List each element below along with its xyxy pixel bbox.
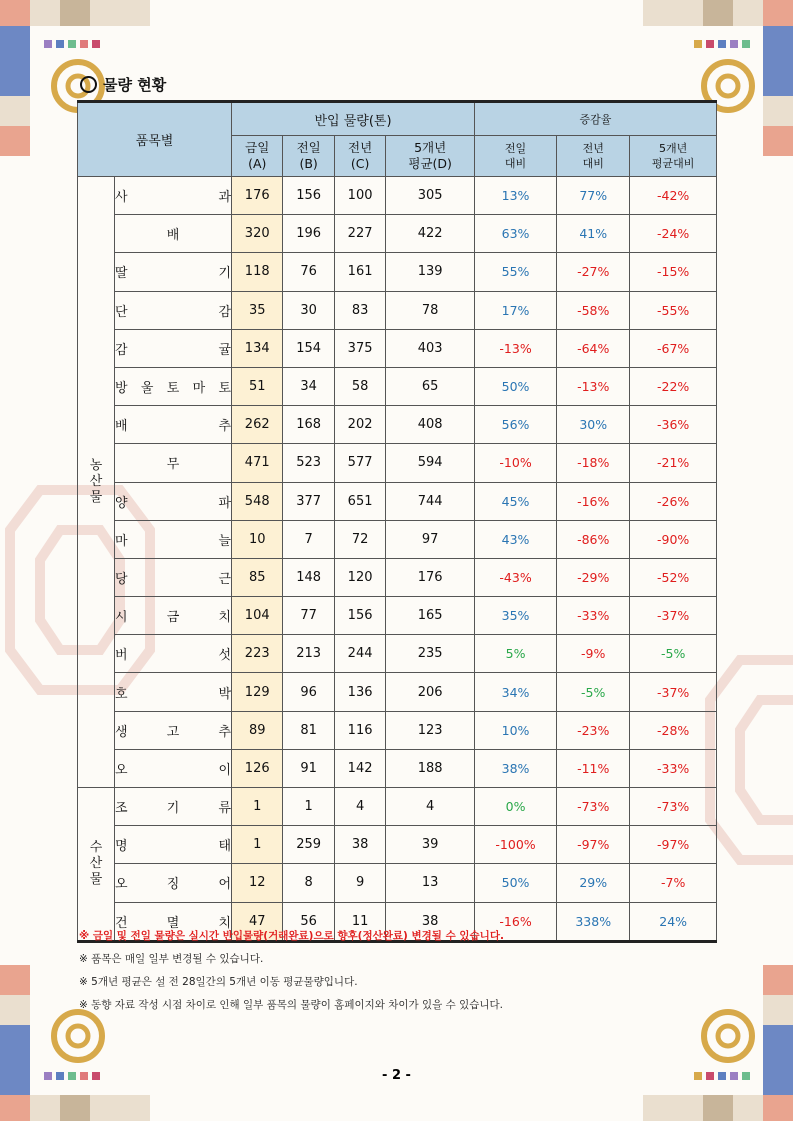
table-row: [78, 520, 717, 558]
cell-rate: -37%: [630, 597, 717, 635]
item-name-text: [115, 683, 231, 702]
cell-d: 206: [386, 673, 475, 711]
left-top-border: [0, 26, 30, 156]
cell-c: 651: [334, 482, 385, 520]
item-name: [115, 406, 232, 444]
cell-d: 78: [386, 291, 475, 329]
item-name-char: 기: [166, 801, 180, 817]
item-name-char: 울: [140, 381, 154, 397]
cell-c: 116: [334, 711, 385, 749]
cell-rate: -23%: [557, 711, 630, 749]
cell-rate: 63%: [474, 215, 556, 253]
item-name-char: 호: [115, 686, 128, 702]
item-name-text: 무: [166, 457, 180, 473]
cell-rate: -26%: [630, 482, 717, 520]
header-sub-col: [386, 136, 475, 177]
item-name-text: [115, 530, 231, 549]
item-name: [115, 711, 232, 749]
item-name: [115, 291, 232, 329]
header-rate-group: 증감율: [474, 102, 716, 136]
cell-rate: -29%: [557, 558, 630, 596]
item-name-char: 생: [115, 724, 128, 740]
cell-rate: 41%: [557, 215, 630, 253]
cell-c: 9: [334, 864, 385, 902]
cell-rate: -73%: [630, 788, 717, 826]
item-name-char: 배: [115, 419, 128, 435]
cell-a: 320: [232, 215, 283, 253]
item-name-char: 조: [115, 801, 128, 817]
cell-c: 136: [334, 673, 385, 711]
cell-rate: -43%: [474, 558, 556, 596]
cell-b: 196: [283, 215, 334, 253]
cell-c: 120: [334, 558, 385, 596]
item-name-char: 어: [218, 877, 231, 893]
header-sub-line2: (B): [299, 156, 318, 171]
item-name-char: 명: [115, 839, 128, 855]
item-name-char: 시: [115, 610, 128, 626]
table-row: [78, 864, 717, 902]
item-name-char: 오: [115, 877, 128, 893]
footnote: ※ 동향 자료 작성 시점 차이로 인해 일부 품목의 물량이 홈페이지와 차이가 있을 수 있습니다.: [79, 999, 504, 1011]
item-name-char: 치: [218, 610, 231, 626]
cell-b: 30: [283, 291, 334, 329]
cell-d: 97: [386, 520, 475, 558]
cell-c: 83: [334, 291, 385, 329]
cell-d: 123: [386, 711, 475, 749]
cell-b: 213: [283, 635, 334, 673]
item-name-char: 토: [166, 381, 180, 397]
cell-rate: -15%: [630, 253, 717, 291]
cell-a: 47: [232, 902, 283, 941]
cell-rate: 29%: [557, 864, 630, 902]
table-row: [78, 826, 717, 864]
section-title-text: 물량 현황: [103, 76, 167, 94]
cell-rate: -33%: [557, 597, 630, 635]
item-name-text: [115, 721, 231, 740]
cell-a: 262: [232, 406, 283, 444]
item-name-text: [115, 873, 231, 892]
item-name-char: 섯: [218, 648, 231, 664]
cell-rate: 17%: [474, 291, 556, 329]
item-name-char: 추: [218, 419, 231, 435]
page-number: - 2 -: [382, 1068, 411, 1083]
cell-d: 38: [386, 902, 475, 941]
cell-a: 129: [232, 673, 283, 711]
item-name: [115, 177, 232, 215]
cell-rate: 50%: [474, 367, 556, 405]
cell-rate: -21%: [630, 444, 717, 482]
footnote: ※ 품목은 매일 일부 변경될 수 있습니다.: [79, 953, 264, 965]
table-row: [78, 253, 717, 291]
item-name-char: 고: [166, 724, 180, 740]
cell-rate: 338%: [557, 902, 630, 941]
header-sub-line2: 평균대비: [651, 157, 695, 170]
cell-rate: 34%: [474, 673, 556, 711]
circle-bullet-icon: [80, 76, 97, 93]
table-row: [78, 558, 717, 596]
cell-b: 168: [283, 406, 334, 444]
cell-b: 523: [283, 444, 334, 482]
cell-rate: 77%: [557, 177, 630, 215]
header-sub-line2: (C): [350, 156, 370, 171]
cell-rate: -64%: [557, 329, 630, 367]
cell-rate: -86%: [557, 520, 630, 558]
header-sub-line1: 전년: [348, 140, 373, 155]
bottom-right-border: [643, 1095, 793, 1121]
item-name-char: 박: [218, 686, 231, 702]
header-sub-line1: 전년: [582, 142, 604, 155]
cell-rate: -7%: [630, 864, 717, 902]
cell-c: 72: [334, 520, 385, 558]
item-name-text: [115, 377, 231, 396]
item-name-char: 태: [218, 839, 231, 855]
item-name-char: 사: [115, 190, 128, 206]
cell-a: 35: [232, 291, 283, 329]
cell-b: 377: [283, 482, 334, 520]
item-name-char: 단: [115, 304, 128, 320]
cell-rate: 0%: [474, 788, 556, 826]
item-name-text: [115, 835, 231, 854]
item-name-text: [115, 492, 231, 511]
cell-b: 7: [283, 520, 334, 558]
item-name-text: [115, 797, 231, 816]
cell-d: 65: [386, 367, 475, 405]
cell-rate: -27%: [557, 253, 630, 291]
item-name: [115, 826, 232, 864]
cell-rate: -16%: [474, 902, 556, 941]
table-row: [78, 749, 717, 787]
cell-rate: -9%: [557, 635, 630, 673]
cell-rate: 35%: [474, 597, 556, 635]
cell-d: 165: [386, 597, 475, 635]
cell-b: 96: [283, 673, 334, 711]
item-name-text: [115, 301, 231, 320]
item-name: [115, 864, 232, 902]
item-name-text: [115, 339, 231, 358]
table-row: [78, 673, 717, 711]
cell-d: 305: [386, 177, 475, 215]
cell-a: 471: [232, 444, 283, 482]
cell-rate: -52%: [630, 558, 717, 596]
table-row: [78, 177, 717, 215]
cell-d: 4: [386, 788, 475, 826]
cell-rate: -97%: [557, 826, 630, 864]
item-name-text: [115, 262, 231, 281]
header-volume-group: 반입 물량(톤): [232, 102, 475, 136]
cell-rate: 5%: [474, 635, 556, 673]
header-sub-line1: 금일: [245, 140, 270, 155]
cell-b: 77: [283, 597, 334, 635]
cell-a: 548: [232, 482, 283, 520]
cell-c: 161: [334, 253, 385, 291]
cell-a: 223: [232, 635, 283, 673]
cell-c: 577: [334, 444, 385, 482]
cell-rate: 45%: [474, 482, 556, 520]
cell-a: 51: [232, 367, 283, 405]
header-sub-col: [334, 136, 385, 177]
item-name-char: 근: [218, 571, 231, 587]
cell-d: 403: [386, 329, 475, 367]
item-name: [115, 253, 232, 291]
cell-rate: -73%: [557, 788, 630, 826]
cell-rate: -13%: [474, 329, 556, 367]
cell-d: 13: [386, 864, 475, 902]
cell-a: 85: [232, 558, 283, 596]
cell-rate: -18%: [557, 444, 630, 482]
cell-c: 58: [334, 367, 385, 405]
item-name-char: 감: [115, 342, 128, 358]
cell-b: 81: [283, 711, 334, 749]
cell-c: 227: [334, 215, 385, 253]
cell-d: 235: [386, 635, 475, 673]
item-name: [115, 749, 232, 787]
header-sub-line2: (A): [248, 156, 267, 171]
header-sub-col: [630, 136, 717, 177]
cell-d: 39: [386, 826, 475, 864]
cell-rate: 55%: [474, 253, 556, 291]
table-row: [78, 597, 717, 635]
cell-rate: -42%: [630, 177, 717, 215]
cell-b: 154: [283, 329, 334, 367]
cell-c: 202: [334, 406, 385, 444]
cell-a: 12: [232, 864, 283, 902]
cell-a: 126: [232, 749, 283, 787]
table-row: [78, 711, 717, 749]
cell-b: 148: [283, 558, 334, 596]
cell-b: 1: [283, 788, 334, 826]
table-row: [78, 788, 717, 826]
item-name-text: [115, 644, 231, 663]
table-row: [78, 406, 717, 444]
cell-rate: -36%: [630, 406, 717, 444]
cell-rate: 38%: [474, 749, 556, 787]
cell-c: 375: [334, 329, 385, 367]
item-name-char: 금: [166, 610, 180, 626]
item-name-char: 오: [115, 762, 128, 778]
cell-a: 10: [232, 520, 283, 558]
cell-d: 408: [386, 406, 475, 444]
item-name-char: 버: [115, 648, 128, 664]
item-name-char: 감: [218, 304, 231, 320]
header-item: 품목별: [78, 102, 232, 177]
cell-b: 259: [283, 826, 334, 864]
item-name-char: 이: [218, 762, 231, 778]
cell-c: 244: [334, 635, 385, 673]
cell-a: 134: [232, 329, 283, 367]
cell-rate: 43%: [474, 520, 556, 558]
item-name: [115, 329, 232, 367]
cell-rate: -97%: [630, 826, 717, 864]
cell-d: 139: [386, 253, 475, 291]
bottom-left-border: [0, 1095, 150, 1121]
cell-rate: -28%: [630, 711, 717, 749]
cell-b: 56: [283, 902, 334, 941]
item-name-char: 양: [115, 495, 128, 511]
table-row: [78, 291, 717, 329]
cell-c: 11: [334, 902, 385, 941]
table-row: [78, 482, 717, 520]
cell-a: 89: [232, 711, 283, 749]
table-row: [78, 329, 717, 367]
cell-c: 38: [334, 826, 385, 864]
cell-rate: 30%: [557, 406, 630, 444]
item-name-char: 마: [115, 533, 128, 549]
item-name-char: 방: [115, 381, 128, 397]
item-name-char: 당: [115, 571, 128, 587]
cell-rate: -90%: [630, 520, 717, 558]
item-name-char: 딸: [115, 266, 128, 282]
cell-rate: -100%: [474, 826, 556, 864]
header-sub-col: [232, 136, 283, 177]
item-name-char: 건: [115, 915, 128, 931]
cell-rate: -37%: [630, 673, 717, 711]
item-name: [115, 673, 232, 711]
top-right-border: [643, 0, 793, 26]
section-title: [80, 74, 166, 95]
item-name-char: 징: [166, 877, 180, 893]
cell-a: 104: [232, 597, 283, 635]
cell-rate: -13%: [557, 367, 630, 405]
cell-rate: -10%: [474, 444, 556, 482]
cell-rate: -33%: [630, 749, 717, 787]
cell-c: 142: [334, 749, 385, 787]
category-fish: 수 산 물: [78, 788, 115, 942]
item-name-char: 류: [218, 801, 231, 817]
cell-b: 76: [283, 253, 334, 291]
cell-d: 744: [386, 482, 475, 520]
cell-d: 176: [386, 558, 475, 596]
item-name-char: 마: [192, 381, 206, 397]
footnote: ※ 금일 및 전일 물량은 실시간 반입물량(거래완료)으로 향후(정산완료) 변경될 수 있습니다.: [79, 930, 504, 942]
header-sub-col: [557, 136, 630, 177]
item-name: [115, 520, 232, 558]
footnote: ※ 5개년 평균은 설 전 28일간의 5개년 이동 평균물량입니다.: [79, 976, 358, 988]
header-sub-line2: 대비: [582, 157, 604, 170]
table-row: [78, 635, 717, 673]
item-name: [115, 558, 232, 596]
item-name-char: 파: [218, 495, 231, 511]
cell-d: 422: [386, 215, 475, 253]
cell-a: 118: [232, 253, 283, 291]
item-name: [115, 444, 232, 482]
cell-rate: -16%: [557, 482, 630, 520]
header-sub-line1: 5개년: [414, 140, 447, 155]
cell-a: 1: [232, 826, 283, 864]
cell-a: 176: [232, 177, 283, 215]
cell-rate: -5%: [630, 635, 717, 673]
item-name-char: 과: [218, 190, 231, 206]
item-name-text: 배: [166, 228, 180, 244]
cell-b: 156: [283, 177, 334, 215]
header-sub-col: [474, 136, 556, 177]
item-name: [115, 367, 232, 405]
cell-d: 594: [386, 444, 475, 482]
item-name: [115, 597, 232, 635]
item-name-char: 멸: [166, 915, 180, 931]
item-name-text: [115, 759, 231, 778]
cell-d: 188: [386, 749, 475, 787]
cell-rate: 24%: [630, 902, 717, 941]
item-name: [115, 788, 232, 826]
cell-rate: -22%: [630, 367, 717, 405]
header-sub-line1: 5개년: [659, 142, 688, 155]
item-name-char: 기: [218, 266, 231, 282]
volume-table: [77, 100, 717, 943]
cell-rate: -24%: [630, 215, 717, 253]
header-sub-line1: 전일: [296, 140, 321, 155]
cell-rate: -58%: [557, 291, 630, 329]
item-name-char: 추: [218, 724, 231, 740]
cell-rate: -11%: [557, 749, 630, 787]
item-name: [115, 635, 232, 673]
header-sub-line1: 전일: [504, 142, 527, 155]
cell-rate: 50%: [474, 864, 556, 902]
cell-rate: 10%: [474, 711, 556, 749]
cell-b: 91: [283, 749, 334, 787]
item-name-text: [115, 568, 231, 587]
cell-a: 1: [232, 788, 283, 826]
item-name-char: 토: [218, 381, 231, 397]
cell-c: 100: [334, 177, 385, 215]
item-name-text: [115, 415, 231, 434]
cell-c: 4: [334, 788, 385, 826]
item-name-char: 늘: [218, 533, 231, 549]
item-name: [115, 482, 232, 520]
table-row: [78, 444, 717, 482]
category-agri: 농 산 물: [78, 177, 115, 788]
cell-rate: 56%: [474, 406, 556, 444]
item-name-text: [115, 606, 231, 625]
item-name-text: [115, 186, 231, 205]
header-sub-line2: 평균(D): [408, 156, 452, 171]
item-name-char: 치: [218, 915, 231, 931]
table-row: [78, 215, 717, 253]
cell-rate: -5%: [557, 673, 630, 711]
footnotes: [79, 928, 504, 1020]
cell-b: 8: [283, 864, 334, 902]
cell-b: 34: [283, 367, 334, 405]
header-sub-col: [283, 136, 334, 177]
item-name: [115, 215, 232, 253]
cell-c: 156: [334, 597, 385, 635]
top-left-border: [0, 0, 150, 26]
header-sub-line2: 대비: [504, 157, 527, 170]
table-row: [78, 367, 717, 405]
cell-rate: -55%: [630, 291, 717, 329]
cell-rate: 13%: [474, 177, 556, 215]
item-name-char: 귤: [218, 342, 231, 358]
cell-rate: -67%: [630, 329, 717, 367]
